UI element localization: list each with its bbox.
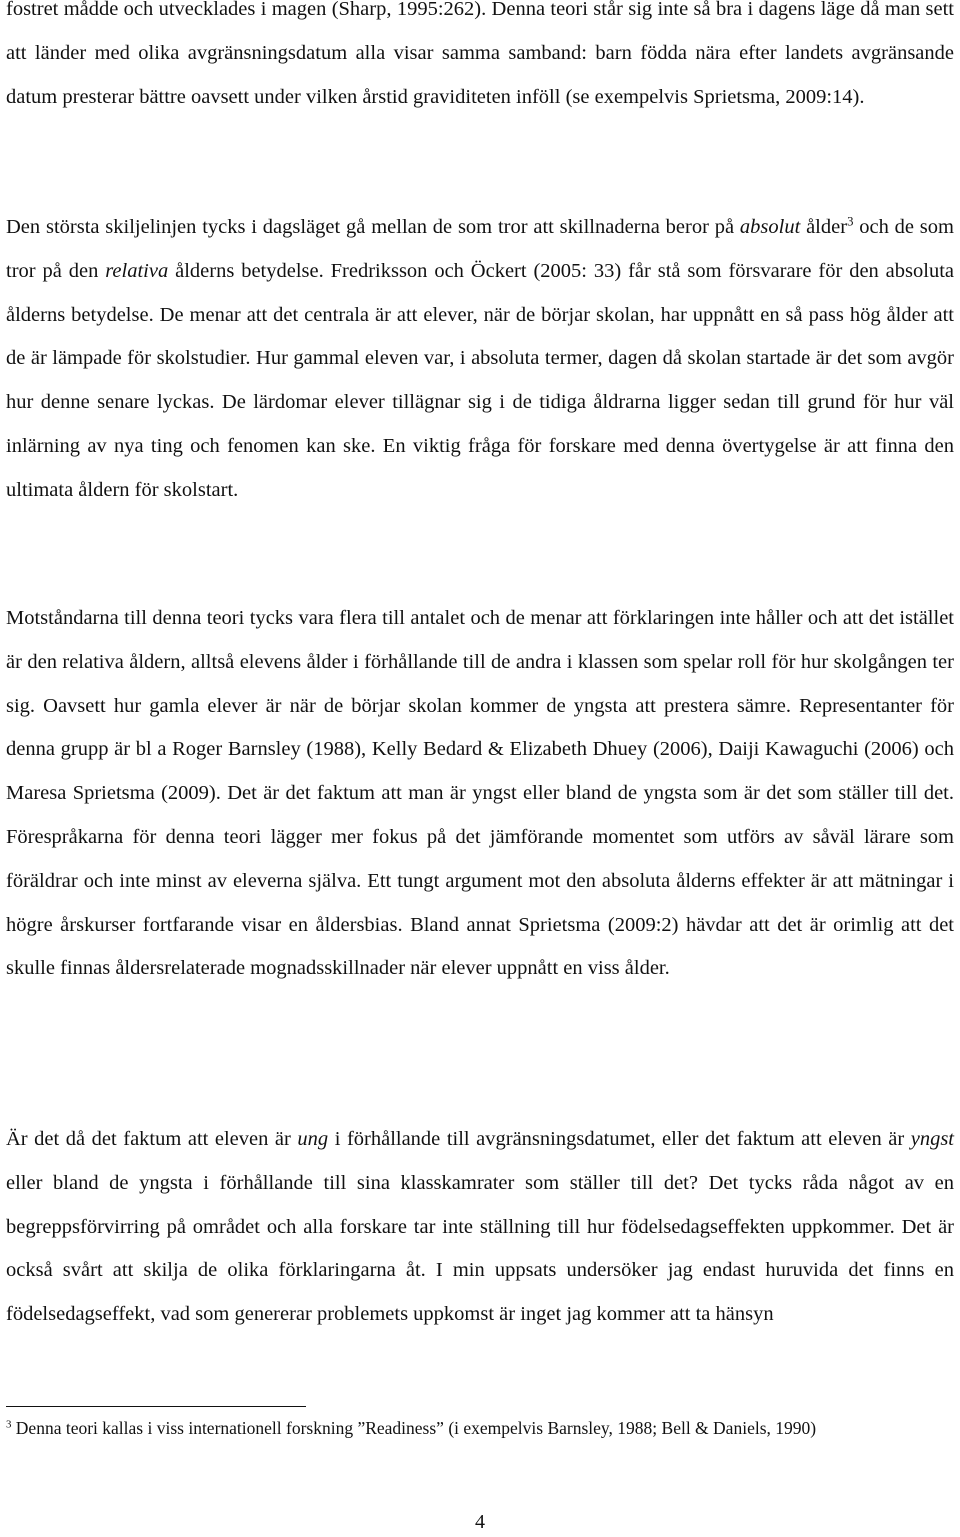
- paragraph-young-or-youngest: [6, 1118, 954, 1337]
- paragraph-text: och de som tror på den: [6, 216, 954, 282]
- footnote-number: 3: [6, 1418, 12, 1431]
- footnote-text: Denna teori kallas i viss internationell forskning ”Readiness” (i exempelvis Barnsley, 1988; Bell & Daniels, 1990): [11, 1418, 817, 1438]
- emphasis-yngst: yngst: [910, 1128, 955, 1150]
- emphasis-ung: ung: [297, 1128, 329, 1150]
- emphasis-absolut: absolut: [739, 216, 801, 238]
- paragraph-relative-age: [6, 597, 954, 991]
- paragraph-text: eller bland de yngsta i förhållande till sina klasskamrater som ställer till det? Det tycks råda något av en begreppsförvirring på området och alla forskare tar inte ställning till hur födelsedagseffekten uppkommer. Det är också svårt att skilja de olika förklaringarna åt. I min uppsats undersöker jag endast huruvida det finns en födelsedagseffekt, vad som genererar problemets uppkomst är inget jag kommer att ta hänsyn: [6, 1171, 954, 1326]
- page-number: 4: [475, 1511, 485, 1533]
- paragraph-text: fostret mådde och utvecklades i magen (Sharp, 1995:262). Denna teori står sig inte så bra i dagens läge då man sett att länder med olika avgränsningsdatum alla visar samma samband: barn födda nära efter landets avgränsande datum presterar bättre oavsett under vilken årstid graviditeten inföll (se exempelvis Sprietsma, 2009:14).: [6, 0, 954, 108]
- emphasis-relativa: relativa: [105, 259, 169, 282]
- paragraph-text: Motståndarna till denna teori tycks vara flera till antalet och de menar att förklaringen inte håller och att det istället är den relativa åldern, alltså elevens ålder i förhållande till de andra i klassen som spelar roll för hur skolgången ter sig. Oavsett hur gamla elever är när de börjar skolan kommer de yngsta att prestera sämre. Representanter för denna grupp är bl a Roger Barnsley (1988), Kelly Bedard & Elizabeth Dhuey (2006), Daiji Kawaguchi (2006) och Maresa Sprietsma (2009). Det är det faktum att man är yngst eller bland de yngsta som är det som ställer till det. Förespråkarna för denna teori lägger mer fokus på det jämförande momentet som utförs av såväl lärare som föräldrar och inte minst av eleverna själva. Ett tungt argument mot den absoluta ålderns effekter är att mätningar i högre årskurser fortfarande visar en åldersbias. Bland annat Sprietsma (2009:2) hävdar att det är orimlig att det skulle finnas åldersrelaterade mognadsskillnader när elever uppnått en viss ålder.: [6, 607, 954, 980]
- paragraph-text: Den största skiljelinjen tycks i dagsläget gå mellan de som tror att skillnaderna beror på: [6, 216, 740, 238]
- footnote-reference[interactable]: 3: [847, 214, 854, 229]
- paragraph-text: ålderns betydelse. Fredriksson och Öckert (2005: 33) får stå som försvarare för den absoluta ålderns betydelse. De menar att det centrala är att elever, när de börjar skolan, har uppnått en så pass hög ålder att de är lämpade för skolstudier. Hur gammal eleven var, i absoluta termer, dagen då skolan startade är det som avgör hur denne senare lyckas. De lärdomar elever tillägnar sig i de tidiga åldrarna ligger sedan till grund för hur väl inlärning av nya ting och fenomen kan ske. En viktig fråga för forskare med denna övertygelse är att finna den ultimata åldern för skolstart.: [6, 259, 955, 501]
- paragraph-sharp-theory: [6, 0, 954, 119]
- paragraph-text: i förhållande till avgränsningsdatumet, eller det faktum att eleven är: [328, 1128, 911, 1150]
- paragraph-absolute-age: [6, 206, 954, 513]
- footnote: [6, 1416, 946, 1441]
- paragraph-text: ålder: [800, 216, 848, 238]
- paragraph-text: Är det då det faktum att eleven är: [6, 1128, 298, 1150]
- footnote-divider: [6, 1406, 306, 1407]
